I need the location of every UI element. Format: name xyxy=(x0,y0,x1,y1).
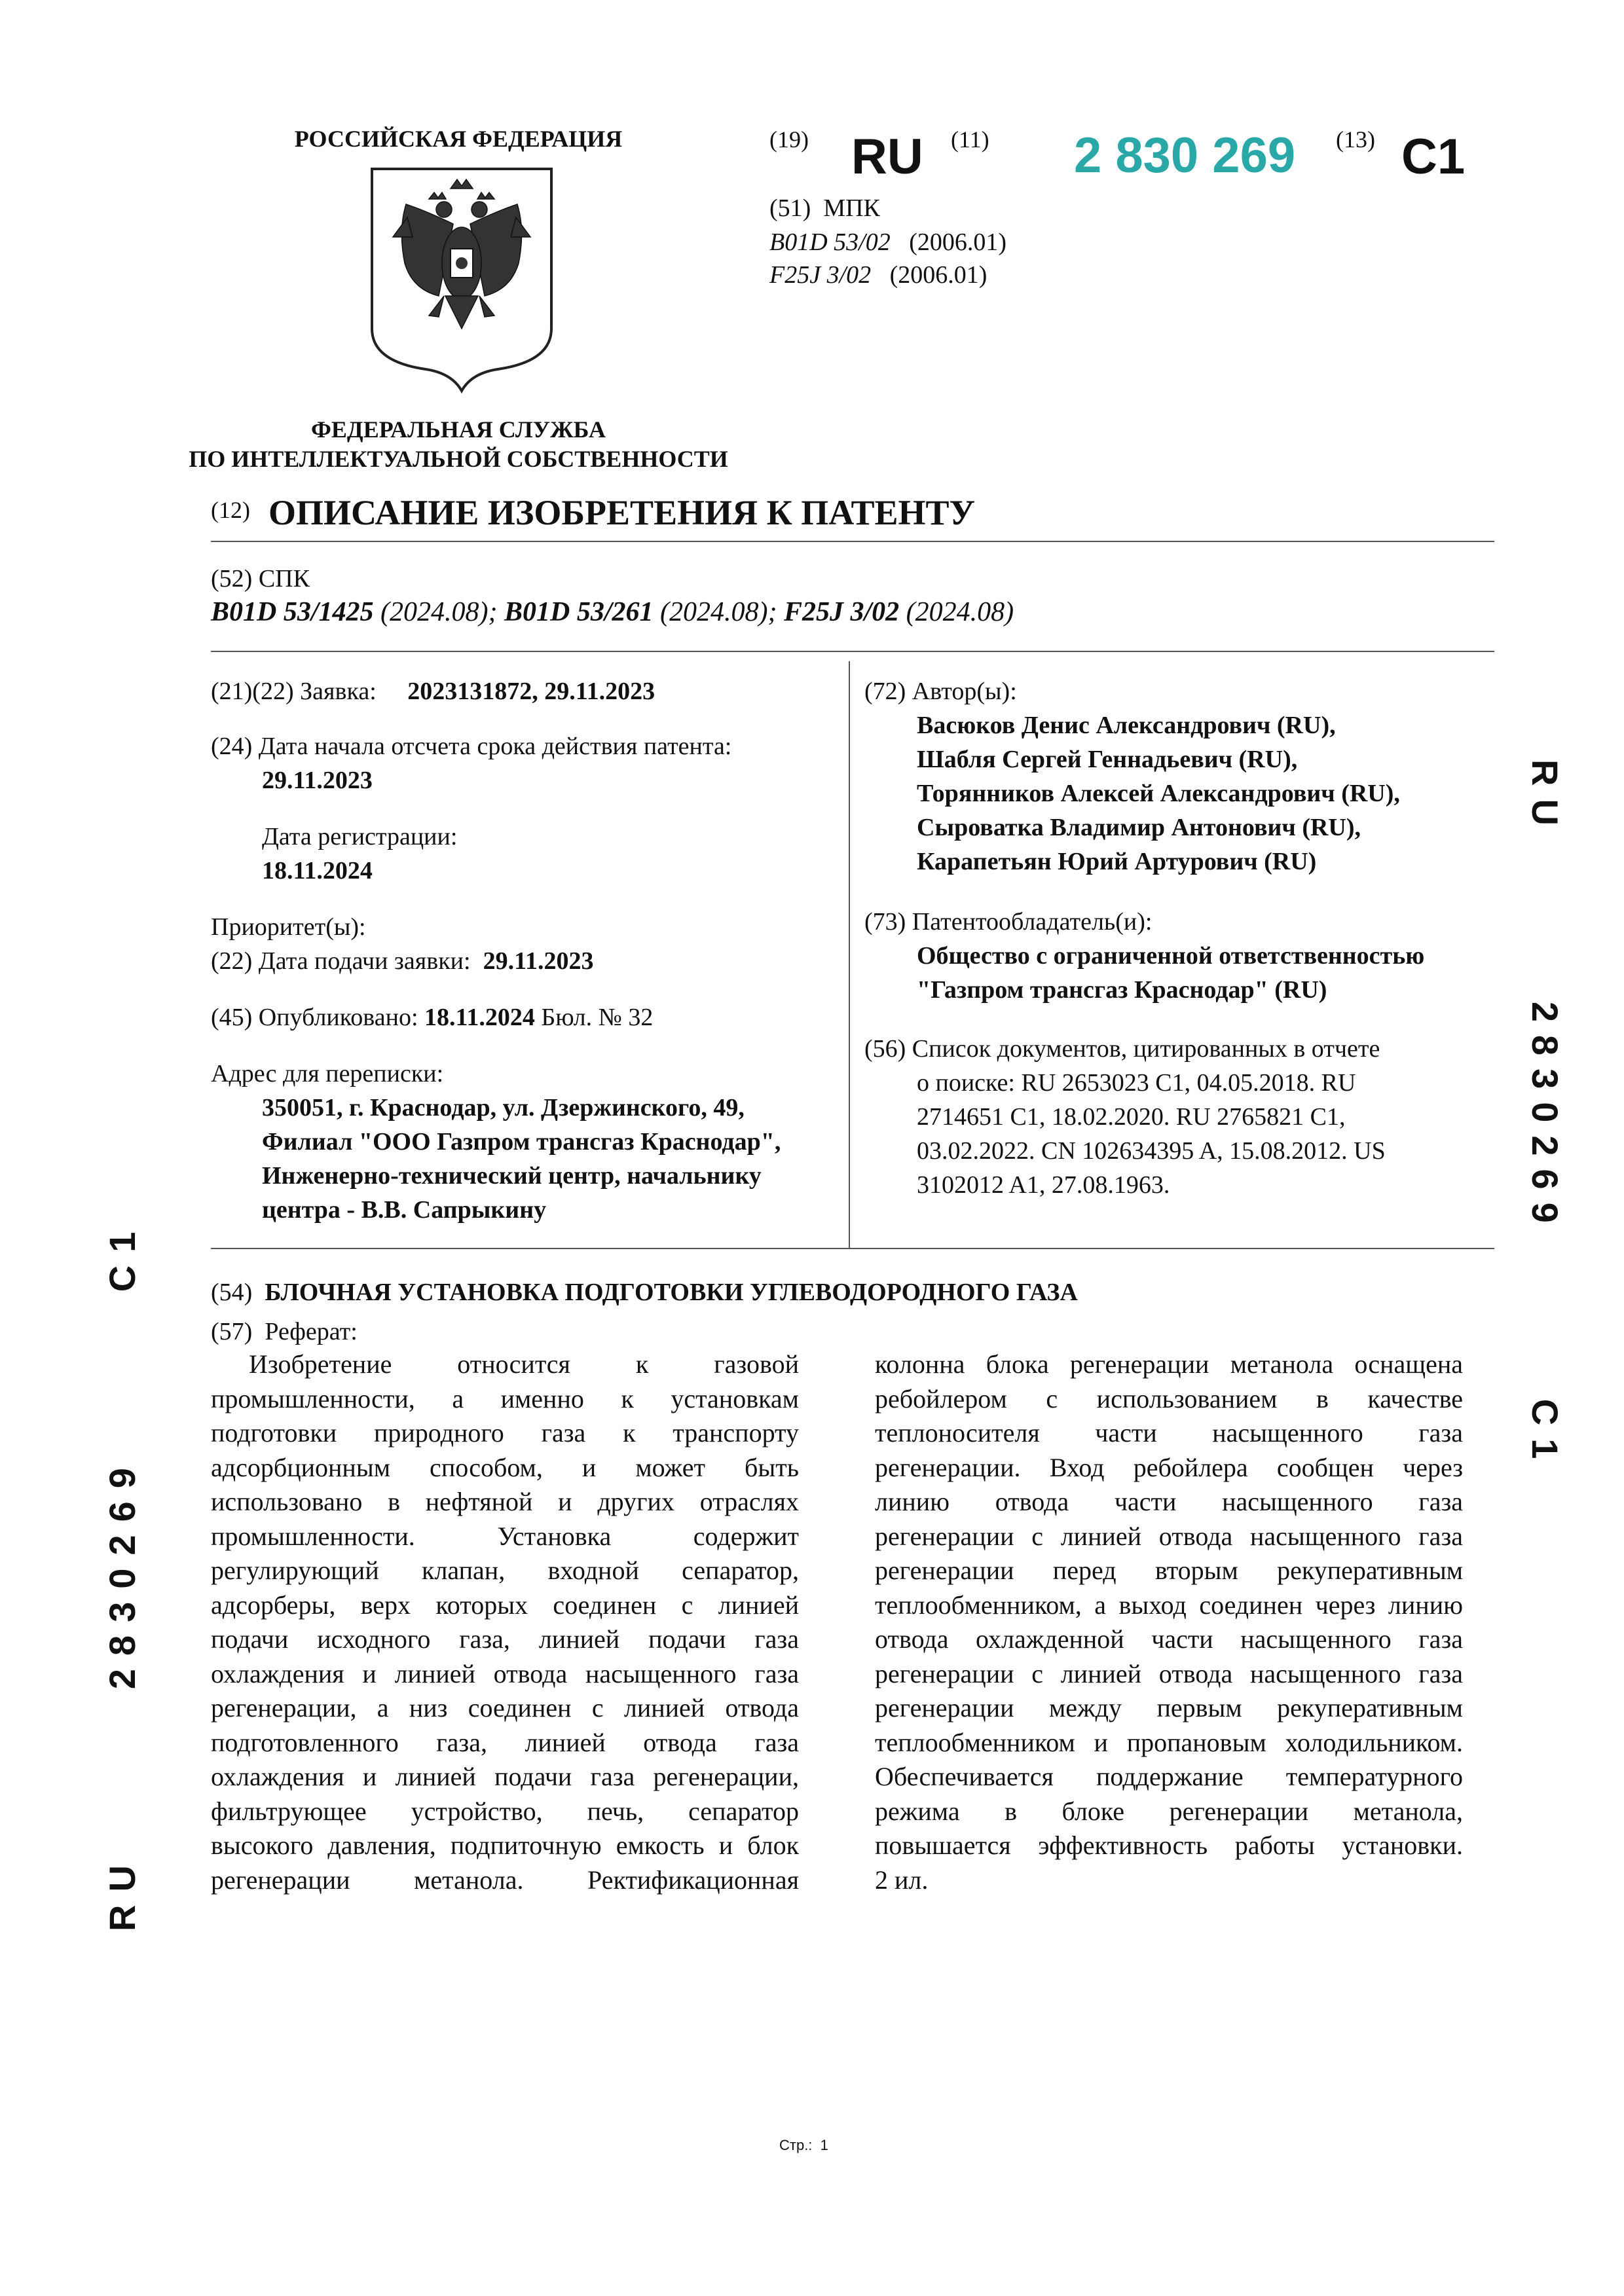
address-line: Инженерно-технический центр, начальнику xyxy=(262,1162,762,1190)
invention-title: БЛОЧНАЯ УСТАНОВКА ПОДГОТОВКИ УГЛЕВОДОРОДНОГО ГАЗА xyxy=(265,1279,1078,1306)
application-value: 2023131872, 29.11.2023 xyxy=(407,678,655,705)
abstract-line: охлаждения и линией отвода насыщенного газа xyxy=(211,1658,799,1688)
abstract-line: Обеспечивается поддержание температурного xyxy=(875,1762,1463,1791)
address-line: 350051, г. Краснодар, ул. Дзержинского, 49, xyxy=(262,1094,745,1121)
holder-line: "Газпром трансгаз Краснодар" (RU) xyxy=(917,976,1327,1004)
published-label: (45) Опубликовано: xyxy=(211,1004,418,1031)
abstract-line: регенерации метанола. Ректификационная xyxy=(211,1865,799,1895)
abstract-line: промышленности. Установка содержит xyxy=(211,1521,799,1551)
author-item: Сыроватка Владимир Антонович (RU), xyxy=(917,814,1361,841)
author-item: Шабля Сергей Геннадьевич (RU), xyxy=(917,746,1298,773)
ipc-entry xyxy=(769,225,1006,259)
start-value: 29.11.2023 xyxy=(262,767,373,794)
start-label: (24) Дата начала отсчета срока действия патента: xyxy=(211,733,732,760)
ipc-entry xyxy=(769,258,987,292)
abstract-line: охлаждения и линией подачи газа регенерации, xyxy=(211,1762,799,1791)
ipc-entry-code: F25J 3/02 xyxy=(769,261,872,289)
abstract-line: регулирующий клапан, входной сепаратор, xyxy=(211,1556,799,1585)
abstract-line: промышленности, а именно к установкам xyxy=(211,1383,799,1413)
citation-line: 03.02.2022. CN 102634395 A, 15.08.2012. US xyxy=(917,1137,1386,1165)
address-line: Филиал "ООО Газпром трансгаз Краснодар", xyxy=(262,1128,781,1156)
emblem xyxy=(367,165,557,394)
side-label-left xyxy=(92,1218,170,1931)
abstract-heading xyxy=(211,1315,358,1349)
ipc-code: (51) xyxy=(769,194,811,222)
abstract-line: фильтрующее устройство, печь, сепаратор xyxy=(211,1796,799,1826)
code-19: (19) xyxy=(769,126,809,153)
side-kind-code: C1 xyxy=(101,1218,143,1292)
abstract-left-column xyxy=(211,1347,799,1897)
ipc-label: МПК xyxy=(823,194,880,222)
abstract-line: линию отвода части насыщенного газа xyxy=(875,1487,1463,1516)
ipc-heading xyxy=(769,191,880,225)
page-number: 1 xyxy=(820,2137,828,2153)
code-11: (11) xyxy=(951,126,989,153)
divider xyxy=(211,651,1494,652)
abstract-code: (57) xyxy=(211,1318,253,1345)
cpc-entry-code: B01D 53/1425 xyxy=(211,597,374,627)
abstract-line: высокого давления, подпиточную емкость и блок xyxy=(211,1831,799,1860)
title-code: (54) xyxy=(211,1279,253,1306)
filing-label: (22) Дата подачи заявки: xyxy=(211,947,471,975)
patent-number: 2 830 269 xyxy=(1074,128,1296,183)
divider xyxy=(211,541,1494,542)
side-label-right xyxy=(1506,759,1585,1472)
author-item: Торянников Алексей Александрович (RU), xyxy=(917,780,1400,807)
cpc-heading xyxy=(211,562,310,596)
authors-label: (72) Автор(ы): xyxy=(864,678,1017,705)
cpc-entry-code: F25J 3/02 xyxy=(783,597,900,627)
abstract-line: 2 ил. xyxy=(875,1865,929,1895)
invention-title-row xyxy=(211,1275,1078,1309)
author-item: Карапетьян Юрий Артурович (RU) xyxy=(917,848,1317,875)
abstract-line: подготовленного газа, линией отвода газа xyxy=(211,1727,799,1757)
citation-line: 2714651 C1, 18.02.2020. RU 2765821 C1, xyxy=(917,1103,1346,1131)
country-code: RU xyxy=(851,129,923,185)
address-line: центра - В.В. Сапрыкину xyxy=(262,1196,547,1224)
side-country-code: RU xyxy=(1524,759,1566,839)
cpc-label: СПК xyxy=(258,565,310,592)
reg-label: Дата регистрации: xyxy=(262,823,458,850)
divider xyxy=(211,1248,1494,1249)
agency-line-2: ПО ИНТЕЛЛЕКТУАЛЬНОЙ СОБСТВЕННОСТИ xyxy=(189,446,728,472)
citation-line: о поиске: RU 2653023 C1, 04.05.2018. RU xyxy=(917,1069,1356,1097)
coat-of-arms-icon xyxy=(367,165,557,394)
citations-label: (56) Список документов, цитированных в отчете xyxy=(864,1035,1380,1063)
application-row xyxy=(211,674,655,708)
author-item: Васюков Денис Александрович (RU), xyxy=(917,712,1336,739)
abstract-label: Реферат: xyxy=(265,1318,358,1345)
abstract-line: ребойлером с использованием в качестве xyxy=(875,1383,1463,1413)
abstract-line: теплоносителя части насыщенного газа xyxy=(875,1418,1463,1448)
abstract-line: колонна блока регенерации метанола оснащена xyxy=(875,1349,1463,1379)
cpc-list xyxy=(211,594,1014,630)
abstract-right-column xyxy=(875,1347,1463,1897)
doc-type-title: ОПИСАНИЕ ИЗОБРЕТЕНИЯ К ПАТЕНТУ xyxy=(268,493,976,532)
abstract-line: теплообменником, а выход соединен через линию xyxy=(875,1590,1463,1620)
filing-row xyxy=(211,944,593,978)
ipc-entry-version: (2006.01) xyxy=(889,261,987,289)
page-indicator xyxy=(779,2137,828,2154)
abstract-line: теплообменником и пропановым холодильником. xyxy=(875,1727,1463,1757)
citation-line: 3102012 A1, 27.08.1963. xyxy=(917,1171,1170,1199)
abstract-line: регенерации. Вход ребойлера сообщен через xyxy=(875,1452,1463,1482)
column-divider xyxy=(849,661,850,1249)
abstract-line: регенерации с линией отвода насыщенного газа xyxy=(875,1658,1463,1688)
priority-label: Приоритет(ы): xyxy=(211,913,366,941)
cpc-code: (52) xyxy=(211,565,253,592)
code-13: (13) xyxy=(1336,126,1375,153)
side-patent-number: 2830269 xyxy=(1524,1001,1566,1236)
side-kind-code: C1 xyxy=(1524,1398,1566,1472)
abstract-line: подачи исходного газа, линией подачи газа xyxy=(211,1624,799,1654)
holder-label: (73) Патентообладатель(и): xyxy=(864,908,1153,936)
abstract-line: повышается эффективность работы установки. xyxy=(875,1831,1463,1860)
abstract-line: режима в блоке регенерации метанола, xyxy=(875,1796,1463,1826)
country-name: РОССИЙСКАЯ ФЕДЕРАЦИЯ xyxy=(294,126,623,152)
abstract-line: регенерации перед вторым рекуперативным xyxy=(875,1556,1463,1585)
ipc-entry-version: (2006.01) xyxy=(909,228,1007,256)
kind-code: C1 xyxy=(1401,129,1466,185)
abstract-line: подготовки природного газа к транспорту xyxy=(211,1418,799,1448)
doc-type-code: (12) xyxy=(211,497,250,523)
abstract-line: отвода охлажденной части насыщенного газа xyxy=(875,1624,1463,1654)
abstract-line: регенерации с линией отвода насыщенного газа xyxy=(875,1521,1463,1551)
abstract-line: регенерации, а низ соединен с линией отвода xyxy=(211,1693,799,1722)
abstract-line: Изобретение относится к газовой xyxy=(249,1349,799,1379)
filing-value: 29.11.2023 xyxy=(483,947,594,975)
side-country-code: RU xyxy=(101,1852,143,1931)
published-row xyxy=(211,1000,653,1034)
abstract-line: регенерации между первым рекуперативным xyxy=(875,1693,1463,1722)
agency-line-1: ФЕДЕРАЛЬНАЯ СЛУЖБА xyxy=(311,416,606,443)
abstract-line: использовано в нефтяной и других отраслях xyxy=(211,1487,799,1516)
bulletin: Бюл. № 32 xyxy=(541,1004,654,1031)
address-label: Адрес для переписки: xyxy=(211,1060,444,1087)
side-patent-number: 2830269 xyxy=(101,1455,143,1690)
holder-line: Общество с ограниченной ответственностью xyxy=(917,942,1425,970)
application-label: (21)(22) Заявка: xyxy=(211,678,377,705)
published-value: 18.11.2024 xyxy=(424,1004,535,1031)
abstract-line: адсорберы, верх которых соединен с линией xyxy=(211,1590,799,1620)
cpc-entry-version: (2024.08); xyxy=(380,597,498,627)
cpc-entry-code: B01D 53/261 xyxy=(504,597,654,627)
ipc-entry-code: B01D 53/02 xyxy=(769,228,891,256)
abstract-line: адсорбционным способом, и может быть xyxy=(211,1452,799,1482)
cpc-entry-version: (2024.08); xyxy=(660,597,777,627)
reg-value: 18.11.2024 xyxy=(262,857,373,884)
page-label: Стр.: xyxy=(779,2137,813,2153)
cpc-entry-version: (2024.08) xyxy=(906,597,1014,627)
